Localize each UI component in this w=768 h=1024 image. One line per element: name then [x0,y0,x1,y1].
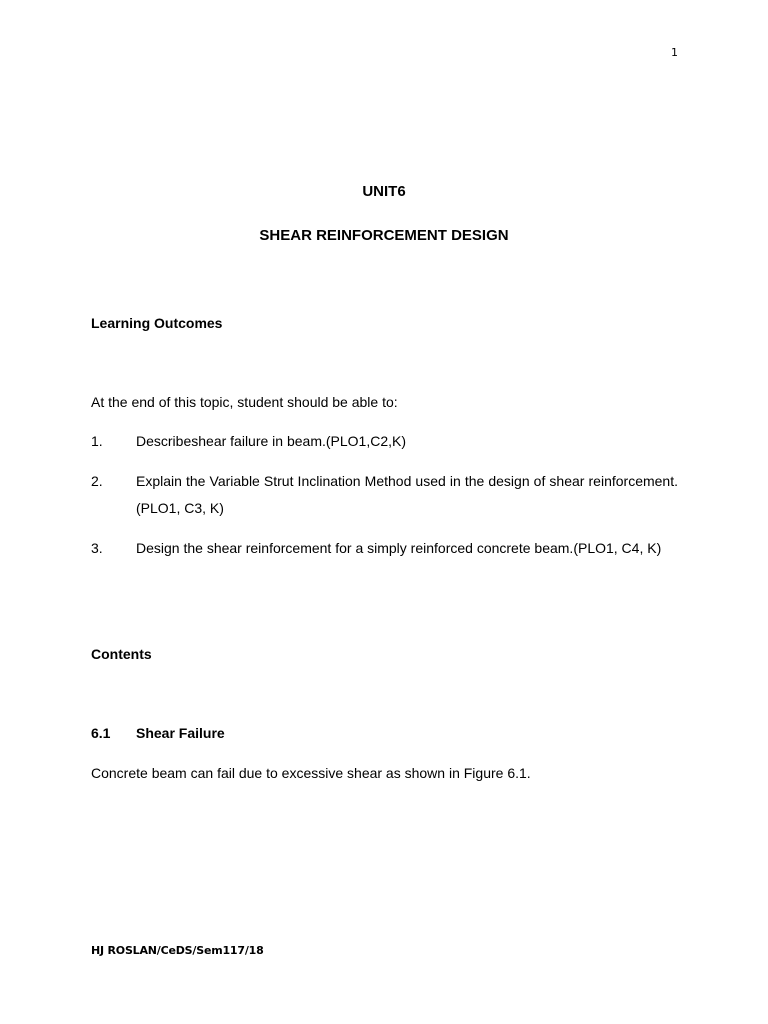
learning-outcomes-intro: At the end of this topic, student should be able to: [91,394,398,410]
list-item-number: 3. [91,540,103,556]
section-number: 6.1 [91,725,111,741]
list-item-number: 2. [91,473,103,489]
learning-outcomes-heading: Learning Outcomes [91,315,223,331]
unit-title: UNIT6 [362,183,406,200]
list-item-number: 1. [91,433,103,449]
page-number: 1 [671,46,678,59]
page-title: SHEAR REINFORCEMENT DESIGN [259,227,509,244]
contents-heading: Contents [91,646,152,662]
list-item-text: Explain the Variable Strut Inclination Method used in the design of shear reinforcement.(PLO1, C3, K) [136,473,678,516]
footer-text: HJ ROSLAN/CeDS/Sem117/18 [91,944,264,957]
list-item-text: Describeshear failure in beam.(PLO1,C2,K) [136,433,407,449]
section-title: Shear Failure [136,725,225,741]
list-item-text: Design the shear reinforcement for a simply reinforced concrete beam.(PLO1, C4, K) [136,540,662,556]
section-body-text: Concrete beam can fail due to excessive shear as shown in Figure 6.1. [91,765,531,781]
